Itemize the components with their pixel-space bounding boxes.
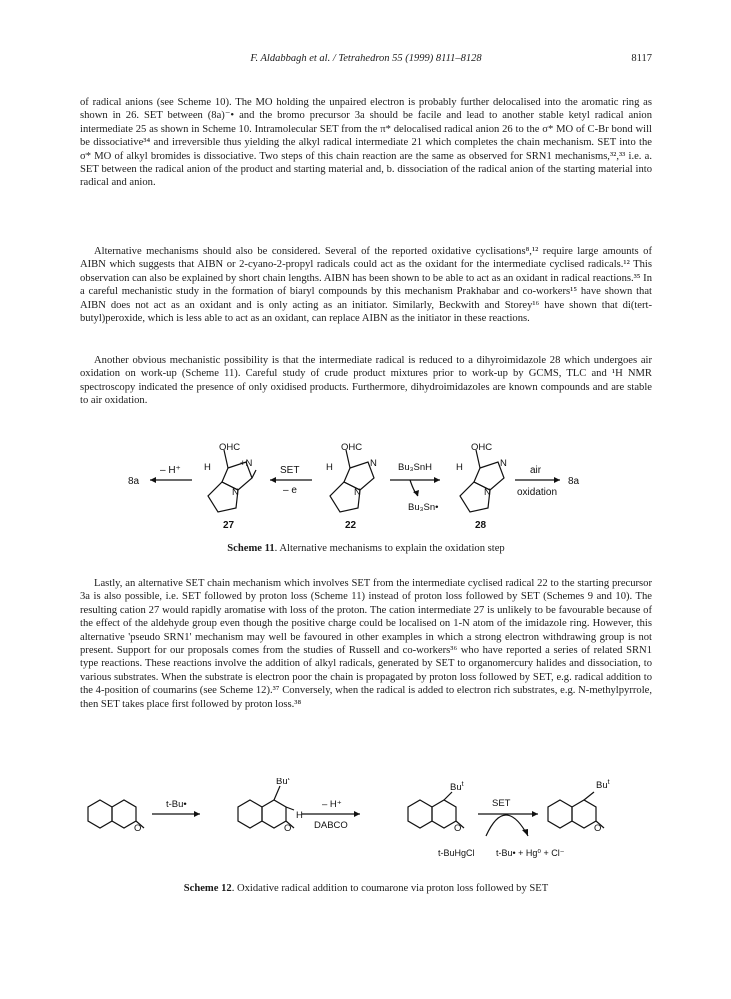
- scheme-11-caption-text: . Alternative mechanisms to explain the oxidation step: [274, 543, 505, 554]
- scheme12-c3-bu: Bu: [450, 782, 462, 793]
- scheme12-c2-o: O: [284, 823, 292, 834]
- scheme11-28-n1: N: [500, 458, 507, 469]
- scheme11-left-product: 8a: [128, 476, 140, 487]
- scheme12-c3-but: [450, 781, 464, 793]
- scheme12-arrow2-bottom: DABCO: [314, 820, 348, 831]
- scheme12-c2-h: H: [296, 810, 303, 821]
- scheme11-22-n2: N: [354, 487, 361, 498]
- running-header: [80, 53, 652, 69]
- scheme11-28-n2: N: [484, 487, 491, 498]
- scheme12-reagent-in: t-BuHgCl: [438, 848, 475, 858]
- scheme-11-figure: [0, 440, 731, 540]
- scheme-12-caption-text: . Oxidative radical addition to coumarone via proton loss followed by SET: [231, 883, 549, 894]
- scheme12-c4-but-sup: t: [607, 779, 610, 786]
- scheme11-27-ohc: OHC: [219, 442, 241, 453]
- scheme11-right-product: 8a: [568, 476, 580, 487]
- scheme12-c1-o: O: [134, 823, 142, 834]
- scheme11-27-plus-n: +N: [240, 458, 253, 469]
- running-title: F. Aldabbagh et al. / Tetrahedron 55 (1999) 8111–8128: [250, 53, 482, 64]
- scheme11-cmpd-22: 22: [345, 520, 357, 531]
- scheme-11-caption: [80, 543, 652, 554]
- scheme11-cmpd-28: 28: [475, 520, 487, 531]
- scheme11-arrow1-label: – H⁺: [160, 465, 181, 476]
- scheme12-arrow1-top: t-Bu•: [166, 799, 187, 810]
- scheme11-27-n: N: [232, 487, 239, 498]
- scheme-12-caption: [80, 883, 652, 894]
- scheme11-arrow4-bottom: oxidation: [517, 487, 558, 498]
- scheme11-arrow3-top: Bu₃SnH: [398, 462, 432, 473]
- scheme11-28-ohc: OHC: [471, 442, 493, 453]
- scheme11-arrow2-top: SET: [280, 465, 300, 476]
- scheme11-cmpd-27: 27: [223, 520, 235, 531]
- scheme12-products-out: t-Bu• + Hg⁰ + Cl⁻: [496, 848, 565, 858]
- scheme-12-caption-label: Scheme 12: [183, 883, 232, 894]
- scheme12-c2-but: [276, 778, 290, 787]
- scheme12-c4-but: [596, 779, 610, 791]
- scheme12-arrow2-top: – H⁺: [322, 799, 342, 810]
- scheme11-27-h: H: [204, 462, 211, 473]
- scheme11-arrow2-bottom: – e: [283, 485, 297, 496]
- scheme12-c4-o: O: [594, 823, 602, 834]
- scheme11-22-h: H: [326, 462, 333, 473]
- scheme12-c4-bu: Bu: [596, 780, 608, 791]
- paragraph-3: Another obvious mechanistic possibility is that the intermediate radical is reduced to a dihyroimidazole 28 which undergoes air oxidation on work-up (Scheme 11). Careful study of crude product mixtures prior to work-up by GCMS, TLC and ¹H NMR spectroscopy indicated the presence of only oxidised products. Furthermore, dihydroimidazoles are known compounds and are stable to air oxidation.: [80, 355, 652, 407]
- scheme12-c2-but-sup: t: [287, 778, 290, 782]
- scheme12-arrow3-top: SET: [492, 798, 511, 809]
- paragraph-1: of radical anions (see Scheme 10). The MO holding the unpaired electron is probably further delocalised into the aromatic ring as shown in 26. SET between (8a)⁻• and the bromo precursor 3a should be facile and lead to another stable ketyl radical anion intermediate 25 as shown in Scheme 10. Intramolecular SET from the π* delocalised radical anion 26 to the σ* MO of C-Br bond will be dissociative³⁴ and irreversible thus yielding the alkyl radical intermediate 21 which completes the chain mechanism. SET into the σ* MO of alkyl bromides is dissociative. Two steps of this chain reaction are the same as observed for SRN1 mechanisms,³²,³³ i.e. a. SET between the radical anion of the product and starting material and, b. dissociation of the radical anion of the starting material into radical and anion.: [80, 97, 652, 189]
- scheme11-arrow3-bottom: Bu₃Sn•: [408, 502, 439, 513]
- scheme-11-caption-label: Scheme 11: [227, 543, 275, 554]
- scheme11-arrow4-top: air: [530, 465, 542, 476]
- scheme-12-figure: [0, 778, 731, 870]
- paragraph-2: Alternative mechanisms should also be considered. Several of the reported oxidative cyclisations⁸,¹² require large amounts of AIBN which suggests that AIBN or 2-cyano-2-propyl radicals could act as the oxidant for the intermediate cyclised radicals.¹² This observation can also be explained by short chain lengths. AIBN has been shown to be able to act as an oxidant in radical reactions.³⁵ In a careful mechanistic study in the formation of biaryl compounds by this mechanism Prakhabar and co-workers¹⁵ have shown that AIBN does not act as an oxidant and is only acting as an initiator. Similarly, Beckwith and Storey¹⁶ have shown that di(tert-butyl)peroxide, which is less able to act as an oxidant, can replace AIBN as the initiator in these reactions.: [80, 246, 652, 325]
- page-number: 8117: [631, 53, 652, 64]
- scheme12-c3-but-sup: t: [461, 781, 464, 788]
- paragraph-4: Lastly, an alternative SET chain mechanism which involves SET from the intermediate cyclised radical 22 to the starting precursor 3a is also possible, i.e. SET followed by proton loss (Scheme 11) instead of proton loss followed by SET (Schemes 9 and 10). The resulting cation 27 would rapidly aromatise with loss of the proton. The cation intermediate 27 is unlikely to be favourable because of the effect of the aldehyde group even though the positive charge could be localised on 1-N atom of the imidazole ring. However, this alternative 'pseudo SRN1' mechanism may well be favoured in other examples in which a strong electron withdrawing group is not present. Support for our proposals comes from the studies of Russell and co-workers³⁶ who have reported a series of related SRN1 type reactions. These reactions involve the addition of alkyl radicals, generated by SET to organomercury halides and dissociation, to various substrates. When the substrate is electron poor the chain is propagated by proton loss followed by SET, e.g. radical addition to the 4-position of coumarins (see Scheme 12).³⁷ Conversely, when the radical is added to electron rich substrates, e.g. N-methylpyrrole, then SET takes place first followed by proton loss.³⁸: [80, 578, 652, 710]
- scheme11-22-ohc: OHC: [341, 442, 363, 453]
- scheme12-c3-o: O: [454, 823, 462, 834]
- scheme11-22-n1: N: [370, 458, 377, 469]
- scheme11-28-h: H: [456, 462, 463, 473]
- scheme12-c2-bu: Bu: [276, 778, 288, 787]
